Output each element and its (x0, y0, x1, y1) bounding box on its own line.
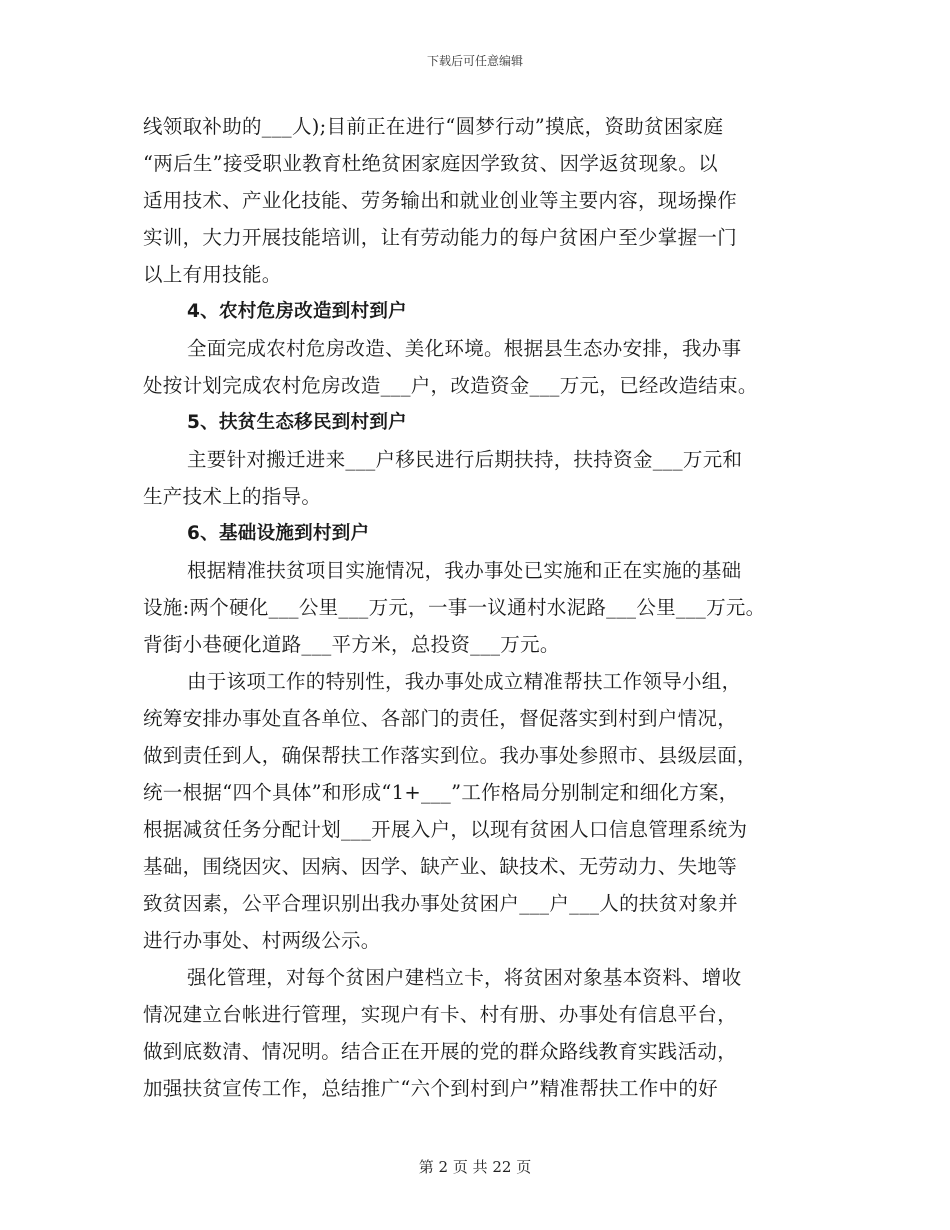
document-body (143, 108, 813, 1107)
text-line: 实训，大力开展技能培训，让有劳动能力的每户贫困户至少掌握一门 (143, 226, 738, 249)
text-line: 统一根据“四个具体”和形成“1+___”工作格局分别制定和细化方案， (143, 781, 739, 804)
text-line: 进行办事处、村两级公示。 (143, 929, 381, 952)
text-line: 加强扶贫宣传工作，总结推广“六个到村到户”精准帮扶工作中的好 (143, 1077, 718, 1100)
text-line: 适用技术、产业化技能、劳务输出和就业创业等主要内容，现场操作 (143, 189, 738, 212)
section-heading: 5、扶贫生态移民到村到户 (187, 412, 407, 433)
text-line: 致贫因素，公平合理识别出我办事处贫困户___户___人的扶贫对象并 (143, 892, 738, 915)
text-line: 基础，围绕因灾、因病、因学、缺产业、缺技术、无劳动力、失地等 (143, 855, 738, 878)
text-line: 强化管理，对每个贫困户建档立卡，将贫困对象基本资料、增收 (187, 966, 742, 989)
text-line: 处按计划完成农村危房改造___户，改造资金___万元，已经改造结束。 (143, 374, 758, 397)
text-line: 线领取补助的___人);目前正在进行“圆梦行动”摸底，资助贫困家庭 (143, 115, 724, 138)
section-heading: 6、基础设施到村到户 (187, 523, 370, 544)
section-heading: 4、农村危房改造到村到户 (187, 301, 407, 322)
text-line: 全面完成农村危房改造、美化环境。根据县生态办安排，我办事 (187, 337, 742, 360)
text-line: 由于该项工作的特别性，我办事处成立精准帮扶工作领导小组， (187, 670, 742, 693)
text-line: 根据精准扶贫项目实施情况，我办事处已实施和正在实施的基础 (187, 559, 742, 582)
text-line: “两后生”接受职业教育杜绝贫困家庭因学致贫、因学返贫现象。以 (143, 152, 718, 175)
page-header: 下载后可任意编辑 (426, 54, 523, 68)
text-line: 设施:两个硬化___公里___万元，一事一议通村水泥路___公里___万元。 (143, 596, 766, 619)
text-line: 以上有用技能。 (143, 263, 282, 286)
text-line: 生产技术上的指导。 (143, 485, 322, 508)
text-line: 根据减贫任务分配计划___开展入户，以现有贫困人口信息管理系统为 (143, 818, 748, 841)
text-line: 主要针对搬迁进来___户移民进行后期扶持，扶持资金___万元和 (187, 448, 743, 471)
text-line: 做到底数清、情况明。结合正在开展的党的群众路线教育实践活动， (143, 1040, 738, 1063)
page-footer: 第 2 页 共 22 页 (418, 1158, 532, 1176)
text-line: 做到责任到人，确保帮扶工作落实到位。我办事处参照市、县级层面， (143, 744, 757, 767)
text-line: 统筹安排办事处直各单位、各部门的责任，督促落实到村到户情况， (143, 707, 738, 730)
text-line: 情况建立台帐进行管理，实现户有卡、村有册、办事处有信息平台， (143, 1003, 738, 1026)
text-line: 背街小巷硬化道路___平方米，总投资___万元。 (143, 633, 560, 656)
